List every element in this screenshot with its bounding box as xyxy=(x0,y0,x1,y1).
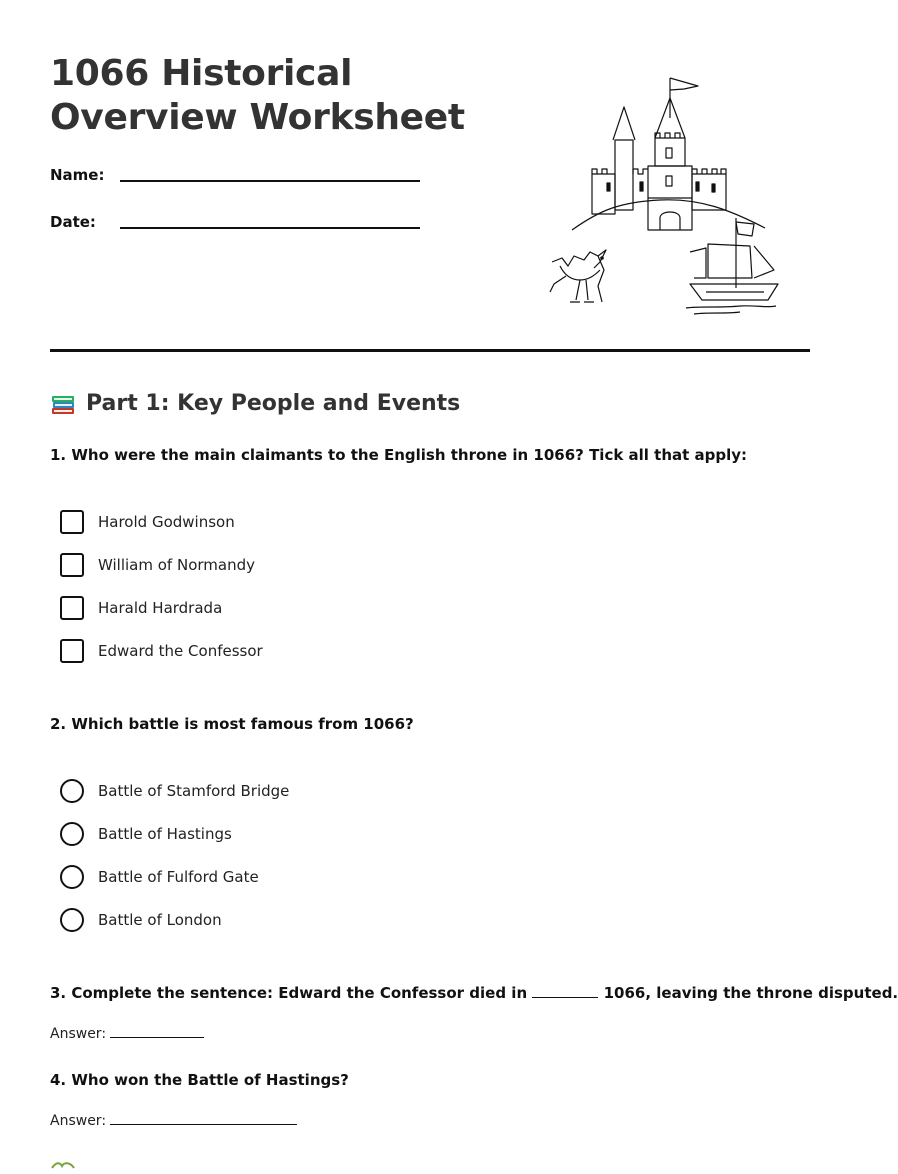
q2-option-stamford[interactable] xyxy=(60,778,289,804)
q1-option-harold[interactable] xyxy=(60,509,235,535)
part1-title: Part 1: Key People and Events xyxy=(86,391,461,416)
radio[interactable] xyxy=(60,822,84,846)
books-icon xyxy=(50,392,76,416)
q1-option-harald[interactable] xyxy=(60,595,222,621)
section-divider xyxy=(50,349,810,352)
q2-option-fulford[interactable] xyxy=(60,864,259,890)
date-input[interactable] xyxy=(120,207,424,229)
option-label: Edward the Confessor xyxy=(98,642,263,660)
question-2: 2. Which battle is most famous from 1066? xyxy=(50,715,414,733)
question-1: 1. Who were the main claimants to the English throne in 1066? Tick all that apply: xyxy=(50,446,748,464)
date-field-row xyxy=(50,213,430,243)
dragon-icon xyxy=(550,250,606,302)
radio[interactable] xyxy=(60,865,84,889)
part1-heading xyxy=(50,388,460,420)
q2-option-hastings[interactable] xyxy=(60,821,232,847)
name-input[interactable] xyxy=(120,160,424,182)
answer-line[interactable] xyxy=(110,1025,204,1038)
answer-label: Answer: xyxy=(50,1026,107,1042)
checkbox[interactable] xyxy=(60,639,84,663)
title-line-1: 1066 Historical xyxy=(50,53,353,94)
answer-line[interactable] xyxy=(110,1112,297,1125)
ship-icon xyxy=(686,218,778,314)
q2-option-london[interactable] xyxy=(60,907,222,933)
radio[interactable] xyxy=(60,779,84,803)
checkbox[interactable] xyxy=(60,510,84,534)
question-3-text-after: 1066, leaving the throne disputed. xyxy=(603,984,898,1002)
question-3-blank[interactable] xyxy=(532,984,598,998)
question-4-answer xyxy=(50,1112,297,1129)
answer-label: Answer: xyxy=(50,1113,107,1129)
castle-icon xyxy=(572,78,765,230)
option-label: Battle of Stamford Bridge xyxy=(98,782,290,800)
question-3-answer xyxy=(50,1025,204,1042)
q1-option-edward[interactable] xyxy=(60,638,263,664)
medieval-illustration xyxy=(540,70,785,315)
option-label: Harald Hardrada xyxy=(98,599,223,617)
date-label: Date: xyxy=(50,213,96,231)
question-3-text-before: 3. Complete the sentence: Edward the Confessor died in xyxy=(50,984,528,1002)
name-label: Name: xyxy=(50,166,105,184)
title-line-2: Overview Worksheet xyxy=(50,97,465,138)
q1-option-william[interactable] xyxy=(60,552,255,578)
question-3 xyxy=(50,983,898,1003)
option-label: Harold Godwinson xyxy=(98,513,235,531)
checkbox[interactable] xyxy=(60,553,84,577)
radio[interactable] xyxy=(60,908,84,932)
worksheet-title xyxy=(50,52,465,140)
checkbox[interactable] xyxy=(60,596,84,620)
option-label: William of Normandy xyxy=(98,556,255,574)
name-field-row xyxy=(50,166,430,196)
option-label: Battle of London xyxy=(98,911,222,929)
part2-icon xyxy=(50,1155,76,1165)
option-label: Battle of Hastings xyxy=(98,825,232,843)
option-label: Battle of Fulford Gate xyxy=(98,868,259,886)
question-4: 4. Who won the Battle of Hastings? xyxy=(50,1071,349,1089)
